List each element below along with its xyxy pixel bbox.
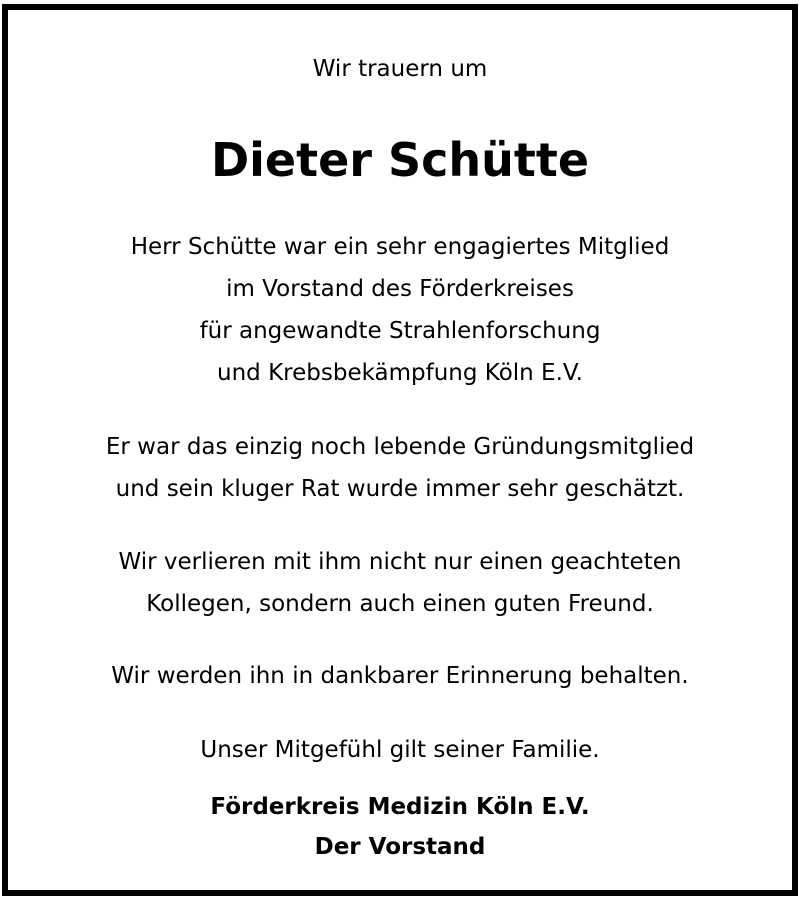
paragraph-loss <box>8 541 792 625</box>
paragraph-condolence <box>8 729 792 771</box>
paragraph-remembrance <box>8 655 792 697</box>
obituary-content <box>8 10 792 890</box>
paragraph-membership <box>8 226 792 394</box>
intro-text: Wir trauern um <box>312 56 488 82</box>
paragraph-line: Wir werden ihn in dankbarer Erinnerung behalten. <box>111 663 689 689</box>
paragraph-line: Unser Mitgefühl gilt seiner Familie. <box>200 737 600 763</box>
paragraph-line: Er war das einzig noch lebende Gründungsmitglied <box>105 434 695 460</box>
signature-organization: Förderkreis Medizin Köln E.V. <box>210 794 590 820</box>
paragraph-founding-member <box>8 426 792 510</box>
paragraph-line: Herr Schütte war ein sehr engagiertes Mitglied <box>130 234 670 260</box>
paragraph-line: im Vorstand des Förderkreises <box>226 276 574 302</box>
paragraph-line: Kollegen, sondern auch einen guten Freund. <box>146 591 654 617</box>
paragraph-line: für angewandte Strahlenforschung <box>199 318 601 344</box>
obituary-frame <box>2 4 798 896</box>
signature-board: Der Vorstand <box>314 834 486 860</box>
paragraph-line: Wir verlieren mit ihm nicht nur einen geachteten <box>118 549 682 575</box>
signature-block <box>8 787 792 867</box>
paragraph-line: und sein kluger Rat wurde immer sehr geschätzt. <box>115 476 685 502</box>
deceased-name: Dieter Schütte <box>210 133 590 187</box>
paragraph-line: und Krebsbekämpfung Köln E.V. <box>217 360 583 386</box>
